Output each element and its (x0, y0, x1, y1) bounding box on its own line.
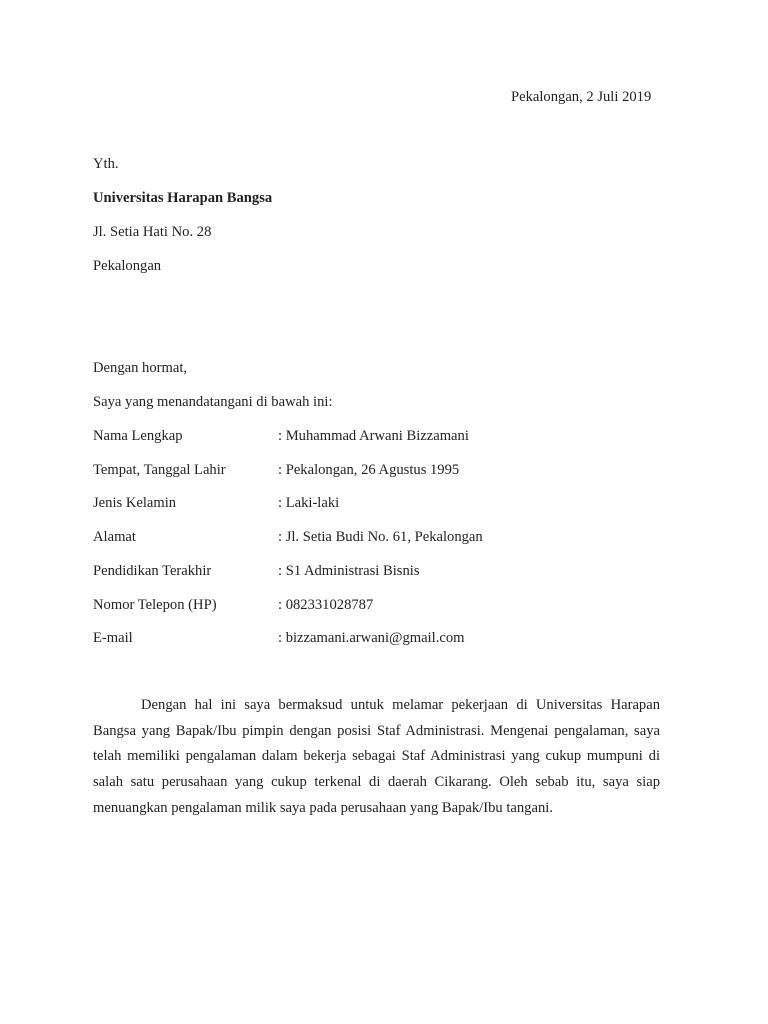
field-label-nama: Nama Lengkap (93, 428, 183, 444)
body-line: salah satu perusahaan yang cukup terkenal di daerah Cikarang. Oleh sebab itu, saya siap (93, 774, 660, 790)
field-value-telepon: : 082331028787 (278, 597, 374, 613)
recipient-name: Universitas Harapan Bangsa (93, 190, 273, 206)
recipient-street: Jl. Setia Hati No. 28 (93, 224, 212, 240)
recipient-city: Pekalongan (93, 258, 162, 274)
greeting: Dengan hormat, (93, 360, 188, 376)
body-line: Dengan hal ini saya bermaksud untuk melamar pekerjaan di Universitas Harapan (141, 697, 660, 713)
field-label-telepon: Nomor Telepon (HP) (93, 597, 217, 613)
field-value-pendidikan: : S1 Administrasi Bisnis (278, 563, 420, 579)
field-value-kelamin: : Laki-laki (278, 495, 340, 511)
field-label-kelamin: Jenis Kelamin (93, 495, 177, 511)
field-value-ttl: : Pekalongan, 26 Agustus 1995 (278, 462, 460, 478)
body-line: menuangkan pengalaman milik saya pada perusahaan yang Bapak/Ibu tangani. (93, 800, 553, 816)
body-line: Bangsa yang Bapak/Ibu pimpin dengan posisi Staf Administrasi. Mengenai pengalaman, saya (93, 723, 660, 739)
field-label-pendidikan: Pendidikan Terakhir (93, 563, 212, 579)
field-label-ttl: Tempat, Tanggal Lahir (93, 462, 226, 478)
body-line: telah memiliki pengalaman dalam bekerja sebagai Staf Administrasi yang cukup mumpuni di (93, 748, 660, 764)
field-label-alamat: Alamat (93, 529, 136, 545)
field-value-nama: : Muhammad Arwani Bizzamani (278, 428, 469, 444)
field-value-email: : bizzamani.arwani@gmail.com (278, 630, 465, 646)
intro-text: Saya yang menandatangani di bawah ini: (93, 394, 333, 410)
letter-date: Pekalongan, 2 Juli 2019 (511, 89, 652, 105)
salutation-to: Yth. (93, 156, 119, 172)
field-label-email: E-mail (93, 630, 133, 646)
field-value-alamat: : Jl. Setia Budi No. 61, Pekalongan (278, 529, 483, 545)
